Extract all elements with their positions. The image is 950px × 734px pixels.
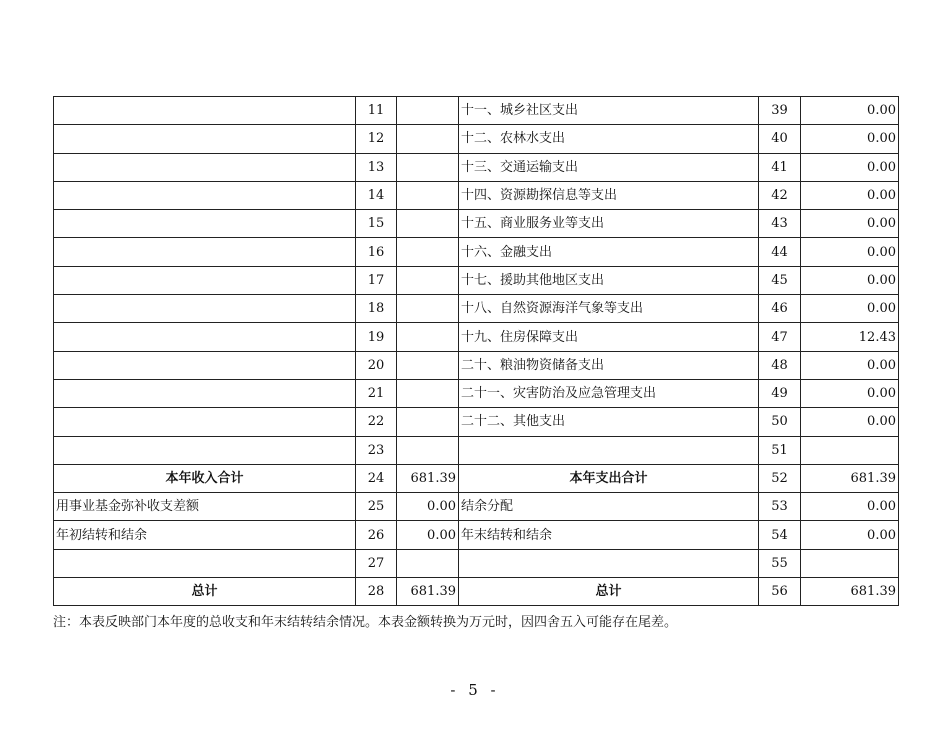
expenditure-item-cell (459, 549, 759, 577)
expenditure-row-number-cell: 47 (759, 323, 801, 351)
income-row-number-cell: 11 (356, 97, 397, 125)
expenditure-item-cell: 十九、住房保障支出 (459, 323, 759, 351)
income-amount-cell (397, 181, 459, 209)
table-row (54, 464, 899, 492)
expenditure-row-number-cell: 46 (759, 295, 801, 323)
expenditure-item-cell: 十二、农林水支出 (459, 125, 759, 153)
expenditure-item-cell: 十四、资源勘探信息等支出 (459, 181, 759, 209)
table-row (54, 521, 899, 549)
income-item-cell (54, 436, 356, 464)
expenditure-amount-cell: 12.43 (801, 323, 899, 351)
income-item-cell (54, 97, 356, 125)
expenditure-row-number-cell: 42 (759, 181, 801, 209)
table-row (54, 436, 899, 464)
income-amount-cell: 0.00 (397, 521, 459, 549)
income-amount-cell: 681.39 (397, 578, 459, 606)
expenditure-item-cell: 年末结转和结余 (459, 521, 759, 549)
table-row (54, 210, 899, 238)
income-item-cell (54, 125, 356, 153)
expenditure-amount-cell (801, 436, 899, 464)
expenditure-row-number-cell: 48 (759, 351, 801, 379)
income-item-cell (54, 153, 356, 181)
income-row-number-cell: 23 (356, 436, 397, 464)
income-row-number-cell: 26 (356, 521, 397, 549)
income-amount-cell (397, 125, 459, 153)
income-row-number-cell: 24 (356, 464, 397, 492)
expenditure-row-number-cell: 50 (759, 408, 801, 436)
income-amount-cell (397, 153, 459, 181)
table-body (54, 97, 899, 606)
income-row-number-cell: 20 (356, 351, 397, 379)
income-row-number-cell: 13 (356, 153, 397, 181)
income-row-number-cell: 16 (356, 238, 397, 266)
income-row-number-cell: 15 (356, 210, 397, 238)
expenditure-item-cell: 结余分配 (459, 493, 759, 521)
expenditure-amount-cell: 0.00 (801, 351, 899, 379)
expenditure-item-cell: 十三、交通运输支出 (459, 153, 759, 181)
page-number: - 5 - (450, 681, 500, 699)
table-row (54, 493, 899, 521)
expenditure-item-cell: 二十二、其他支出 (459, 408, 759, 436)
expenditure-amount-cell: 0.00 (801, 153, 899, 181)
expenditure-item-cell: 十七、援助其他地区支出 (459, 266, 759, 294)
table-row (54, 323, 899, 351)
income-amount-cell (397, 295, 459, 323)
expenditure-item-cell: 总计 (459, 578, 759, 606)
table-row (54, 351, 899, 379)
expenditure-item-cell: 十一、城乡社区支出 (459, 97, 759, 125)
expenditure-row-number-cell: 49 (759, 379, 801, 407)
income-row-number-cell: 18 (356, 295, 397, 323)
income-item-cell (54, 549, 356, 577)
income-item-cell: 年初结转和结余 (54, 521, 356, 549)
income-expenditure-table (53, 96, 899, 606)
expenditure-amount-cell: 681.39 (801, 464, 899, 492)
income-amount-cell (397, 97, 459, 125)
income-row-number-cell: 12 (356, 125, 397, 153)
income-amount-cell: 681.39 (397, 464, 459, 492)
expenditure-item-cell (459, 436, 759, 464)
income-row-number-cell: 17 (356, 266, 397, 294)
expenditure-amount-cell: 0.00 (801, 125, 899, 153)
income-amount-cell (397, 210, 459, 238)
expenditure-amount-cell: 0.00 (801, 493, 899, 521)
income-item-cell (54, 408, 356, 436)
income-item-cell (54, 379, 356, 407)
expenditure-row-number-cell: 52 (759, 464, 801, 492)
income-amount-cell (397, 549, 459, 577)
expenditure-amount-cell: 0.00 (801, 97, 899, 125)
table-row (54, 125, 899, 153)
expenditure-row-number-cell: 43 (759, 210, 801, 238)
table-row (54, 97, 899, 125)
table-row (54, 238, 899, 266)
income-item-cell (54, 210, 356, 238)
table-row (54, 578, 899, 606)
income-item-cell (54, 181, 356, 209)
income-amount-cell (397, 379, 459, 407)
income-row-number-cell: 14 (356, 181, 397, 209)
income-row-number-cell: 25 (356, 493, 397, 521)
expenditure-row-number-cell: 39 (759, 97, 801, 125)
table-row (54, 379, 899, 407)
table-row (54, 408, 899, 436)
income-item-cell (54, 351, 356, 379)
expenditure-row-number-cell: 41 (759, 153, 801, 181)
table-row (54, 295, 899, 323)
expenditure-amount-cell: 681.39 (801, 578, 899, 606)
expenditure-row-number-cell: 55 (759, 549, 801, 577)
expenditure-item-cell: 二十一、灾害防治及应急管理支出 (459, 379, 759, 407)
expenditure-amount-cell (801, 549, 899, 577)
expenditure-amount-cell: 0.00 (801, 295, 899, 323)
expenditure-row-number-cell: 56 (759, 578, 801, 606)
expenditure-amount-cell: 0.00 (801, 408, 899, 436)
expenditure-amount-cell: 0.00 (801, 181, 899, 209)
income-amount-cell: 0.00 (397, 493, 459, 521)
expenditure-row-number-cell: 53 (759, 493, 801, 521)
income-item-cell (54, 295, 356, 323)
income-item-cell: 本年收入合计 (54, 464, 356, 492)
expenditure-item-cell: 十五、商业服务业等支出 (459, 210, 759, 238)
income-row-number-cell: 28 (356, 578, 397, 606)
table-row (54, 266, 899, 294)
expenditure-row-number-cell: 54 (759, 521, 801, 549)
income-row-number-cell: 22 (356, 408, 397, 436)
income-amount-cell (397, 436, 459, 464)
income-row-number-cell: 27 (356, 549, 397, 577)
expenditure-item-cell: 二十、粮油物资储备支出 (459, 351, 759, 379)
expenditure-amount-cell: 0.00 (801, 238, 899, 266)
expenditure-row-number-cell: 40 (759, 125, 801, 153)
table-note: 注：本表反映部门本年度的总收支和年末结转结余情况。本表金额转换为万元时，因四舍五入可能存在尾差。 (53, 615, 678, 630)
income-item-cell: 用事业基金弥补收支差额 (54, 493, 356, 521)
income-item-cell (54, 323, 356, 351)
expenditure-amount-cell: 0.00 (801, 379, 899, 407)
table-row (54, 181, 899, 209)
expenditure-amount-cell: 0.00 (801, 210, 899, 238)
income-item-cell (54, 266, 356, 294)
income-row-number-cell: 19 (356, 323, 397, 351)
expenditure-row-number-cell: 44 (759, 238, 801, 266)
table-row (54, 549, 899, 577)
expenditure-item-cell: 本年支出合计 (459, 464, 759, 492)
expenditure-amount-cell: 0.00 (801, 266, 899, 294)
income-item-cell: 总计 (54, 578, 356, 606)
income-row-number-cell: 21 (356, 379, 397, 407)
income-amount-cell (397, 408, 459, 436)
expenditure-row-number-cell: 51 (759, 436, 801, 464)
income-amount-cell (397, 238, 459, 266)
expenditure-row-number-cell: 45 (759, 266, 801, 294)
expenditure-amount-cell: 0.00 (801, 521, 899, 549)
income-item-cell (54, 238, 356, 266)
table-row (54, 153, 899, 181)
income-amount-cell (397, 323, 459, 351)
income-amount-cell (397, 266, 459, 294)
income-amount-cell (397, 351, 459, 379)
expenditure-item-cell: 十六、金融支出 (459, 238, 759, 266)
expenditure-item-cell: 十八、自然资源海洋气象等支出 (459, 295, 759, 323)
